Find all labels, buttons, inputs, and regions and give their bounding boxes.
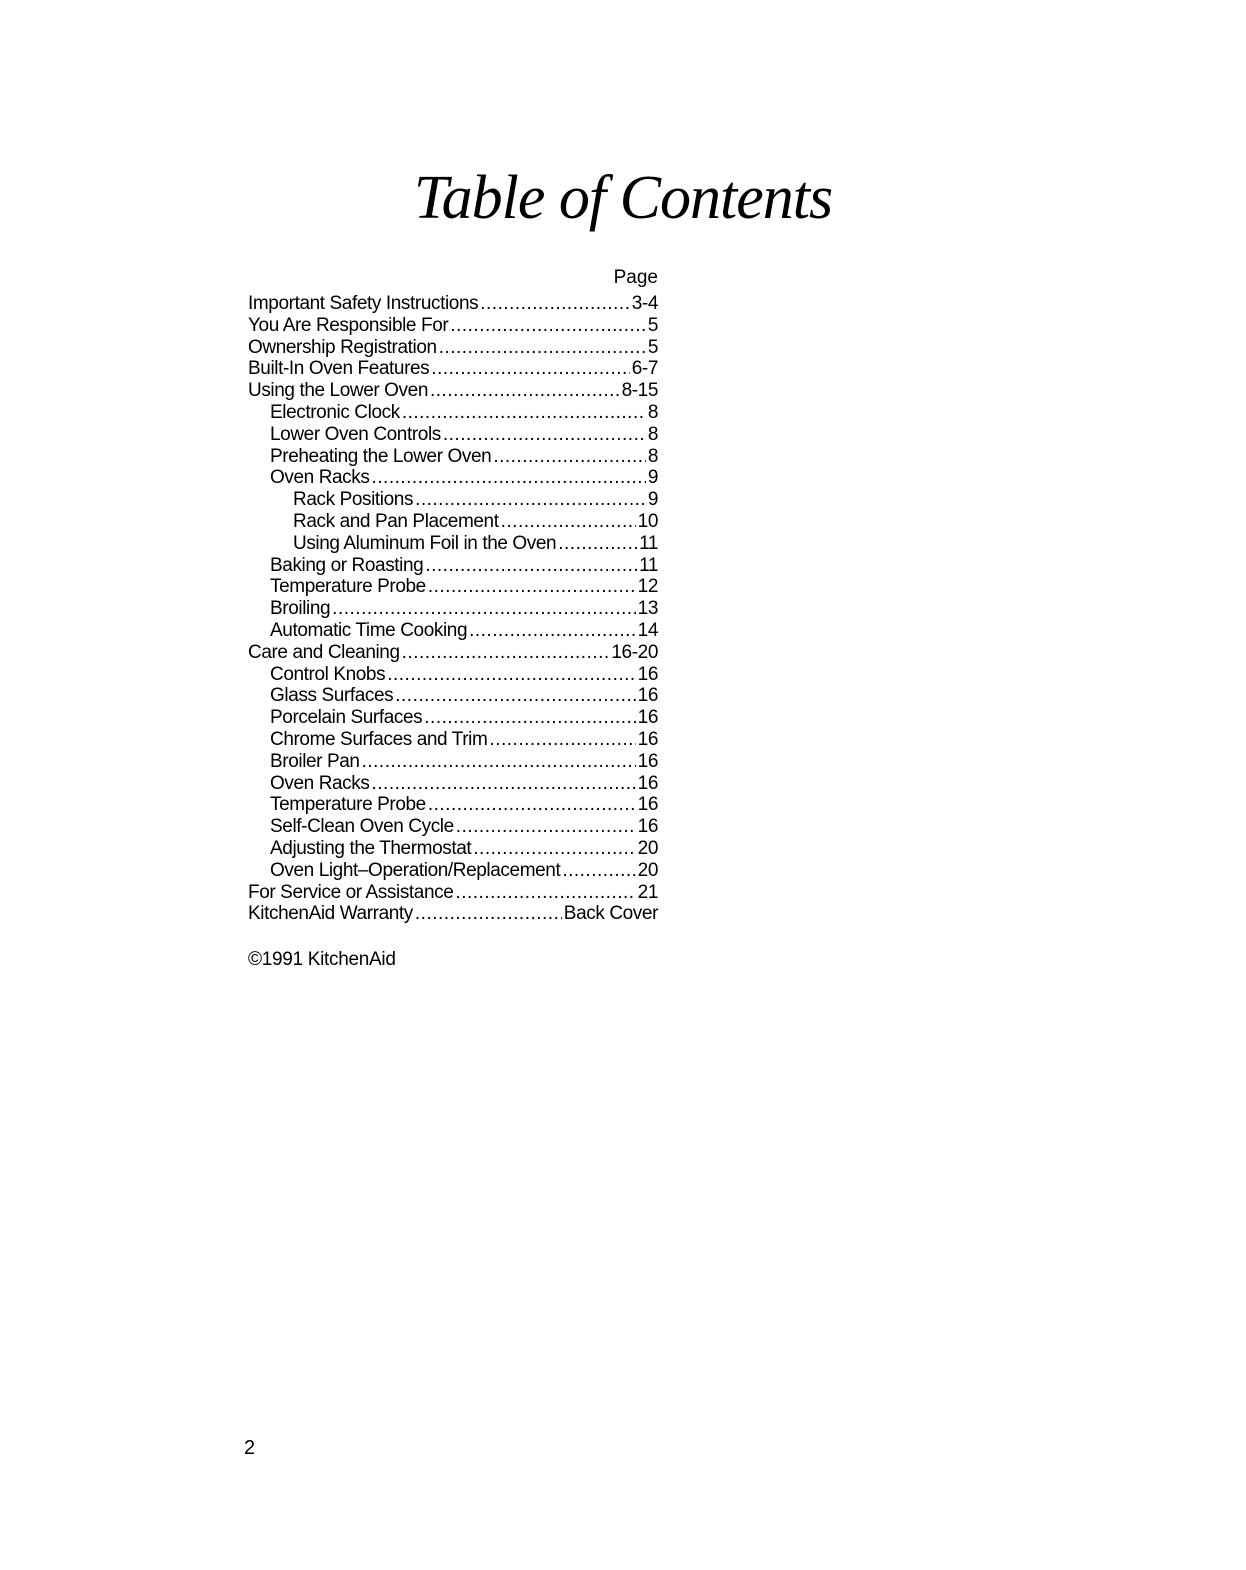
dot-leader	[430, 380, 620, 402]
toc-entry-page: 16	[637, 707, 658, 729]
toc-entry-label: Lower Oven Controls	[270, 423, 441, 445]
dot-leader	[415, 903, 562, 925]
dot-leader	[489, 729, 635, 751]
dot-leader	[428, 576, 636, 598]
toc-entry	[248, 664, 658, 686]
toc-entry-page: 14	[637, 619, 658, 641]
toc-entry	[248, 729, 658, 751]
page-title: Table of Contents	[413, 164, 833, 232]
toc-entry	[248, 794, 658, 816]
toc-entry-label: For Service or Assistance	[248, 881, 454, 903]
toc-entry-page: 21	[637, 881, 658, 903]
dot-leader	[558, 533, 637, 555]
toc-entry	[248, 882, 658, 904]
toc-entry	[248, 424, 658, 446]
toc-entry-page: 8	[647, 445, 658, 467]
toc-entry	[248, 555, 658, 577]
dot-leader	[402, 402, 646, 424]
toc-entry	[248, 533, 658, 555]
toc-entry-label: Electronic Clock	[270, 401, 400, 423]
toc-entry	[248, 380, 658, 402]
dot-leader	[450, 315, 646, 337]
toc-entry-label: Using Aluminum Foil in the Oven	[293, 532, 557, 554]
toc-entry-label: Rack Positions	[293, 489, 414, 511]
toc-entry-label: Oven Light–Operation/Replacement	[270, 859, 561, 881]
toc-entry-page: 3-4	[631, 293, 658, 314]
toc-entry	[248, 489, 658, 511]
toc-entries-list	[248, 293, 658, 925]
toc-entry	[248, 315, 658, 337]
dot-leader	[402, 642, 610, 664]
toc-entry-label: Porcelain Surfaces	[270, 707, 423, 729]
toc-entry	[248, 620, 658, 642]
dot-leader	[332, 598, 635, 620]
dot-leader	[443, 424, 646, 446]
toc-entry-label: Control Knobs	[270, 663, 386, 685]
table-of-contents	[248, 265, 658, 925]
toc-entry-label: Temperature Probe	[270, 576, 426, 598]
toc-entry	[248, 467, 658, 489]
toc-entry-page: 16	[637, 728, 658, 750]
dot-leader	[501, 511, 636, 533]
toc-entry	[248, 773, 658, 795]
toc-entry-page: 9	[647, 467, 658, 489]
toc-entry-page: 6-7	[631, 358, 658, 380]
toc-entry	[248, 838, 658, 860]
dot-leader	[387, 664, 635, 686]
toc-entry-label: Preheating the Lower Oven	[270, 445, 492, 467]
toc-entry-page: 5	[647, 336, 658, 358]
copyright-notice: ©1991 KitchenAid	[248, 949, 396, 970]
toc-entry-label: Automatic Time Cooking	[270, 619, 468, 641]
toc-entry	[248, 598, 658, 620]
dot-leader	[469, 620, 636, 642]
toc-entry-page: 16	[637, 663, 658, 685]
toc-entry-page: 20	[637, 859, 658, 881]
dot-leader	[473, 838, 635, 860]
toc-entry	[248, 337, 658, 359]
toc-entry-page: 5	[647, 314, 658, 336]
toc-entry-label: You Are Responsible For	[248, 314, 449, 336]
toc-entry-label: Care and Cleaning	[248, 641, 400, 663]
dot-leader	[415, 489, 646, 511]
toc-entry	[248, 860, 658, 882]
toc-entry-label: Built-In Oven Features	[248, 358, 430, 380]
toc-entry-label: Broiler Pan	[270, 750, 360, 772]
toc-entry-page: Back Cover	[563, 903, 658, 925]
toc-entry-label: Ownership Registration	[248, 336, 437, 358]
toc-entry-label: Self-Clean Oven Cycle	[270, 816, 454, 838]
toc-entry-page: 16	[637, 772, 658, 794]
dot-leader	[431, 358, 629, 380]
dot-leader	[428, 794, 636, 816]
toc-entry-label: Oven Racks	[270, 772, 370, 794]
toc-entry-label: Baking or Roasting	[270, 554, 424, 576]
toc-entry	[248, 903, 658, 925]
dot-leader	[480, 293, 630, 315]
toc-entry-page: 11	[639, 554, 658, 576]
dot-leader	[371, 773, 635, 795]
toc-entry	[248, 685, 658, 707]
toc-entry	[248, 293, 658, 315]
toc-entry-page: 16	[637, 750, 658, 772]
toc-entry-label: Chrome Surfaces and Trim	[270, 728, 488, 750]
toc-entry	[248, 576, 658, 598]
toc-entry-label: Broiling	[270, 598, 331, 620]
toc-entry-page: 8	[647, 423, 658, 445]
toc-entry-label: Glass Surfaces	[270, 685, 394, 707]
toc-entry-page: 11	[639, 532, 658, 554]
toc-entry-label: Oven Racks	[270, 467, 370, 489]
page-number: 2	[244, 1437, 256, 1459]
toc-entry-label: Rack and Pan Placement	[293, 510, 499, 532]
page-column-header: Page	[613, 267, 658, 288]
toc-entry-page: 16	[637, 816, 658, 838]
toc-entry-page: 16	[637, 685, 658, 707]
toc-entry	[248, 816, 658, 838]
dot-leader	[455, 882, 635, 904]
toc-entry-page: 10	[637, 510, 658, 532]
toc-entry-label: Using the Lower Oven	[248, 380, 428, 402]
toc-entry-label: Adjusting the Thermostat	[270, 837, 472, 859]
toc-entry	[248, 511, 658, 533]
dot-leader	[425, 555, 637, 577]
toc-entry-page: 16	[637, 794, 658, 816]
toc-entry-label: Important Safety Instructions	[248, 293, 479, 314]
dot-leader	[456, 816, 636, 838]
toc-entry-page: 8-15	[621, 380, 658, 402]
toc-entry-page: 9	[647, 489, 658, 511]
toc-entry	[248, 402, 658, 424]
toc-entry-page: 16-20	[611, 641, 658, 663]
dot-leader	[362, 751, 636, 773]
toc-entry-label: KitchenAid Warranty	[248, 903, 413, 925]
dot-leader	[371, 467, 645, 489]
dot-leader	[395, 685, 635, 707]
toc-entry	[248, 358, 658, 380]
dot-leader	[424, 707, 635, 729]
toc-entry-page: 8	[647, 401, 658, 423]
toc-entry-page: 12	[637, 576, 658, 598]
dot-leader	[439, 337, 646, 359]
toc-entry	[248, 446, 658, 468]
toc-entry-page: 13	[637, 598, 658, 620]
dot-leader	[493, 446, 646, 468]
toc-entry-label: Temperature Probe	[270, 794, 426, 816]
toc-entry	[248, 751, 658, 773]
toc-entry-page: 20	[637, 837, 658, 859]
toc-entry	[248, 707, 658, 729]
dot-leader	[562, 860, 635, 882]
toc-entry	[248, 642, 658, 664]
